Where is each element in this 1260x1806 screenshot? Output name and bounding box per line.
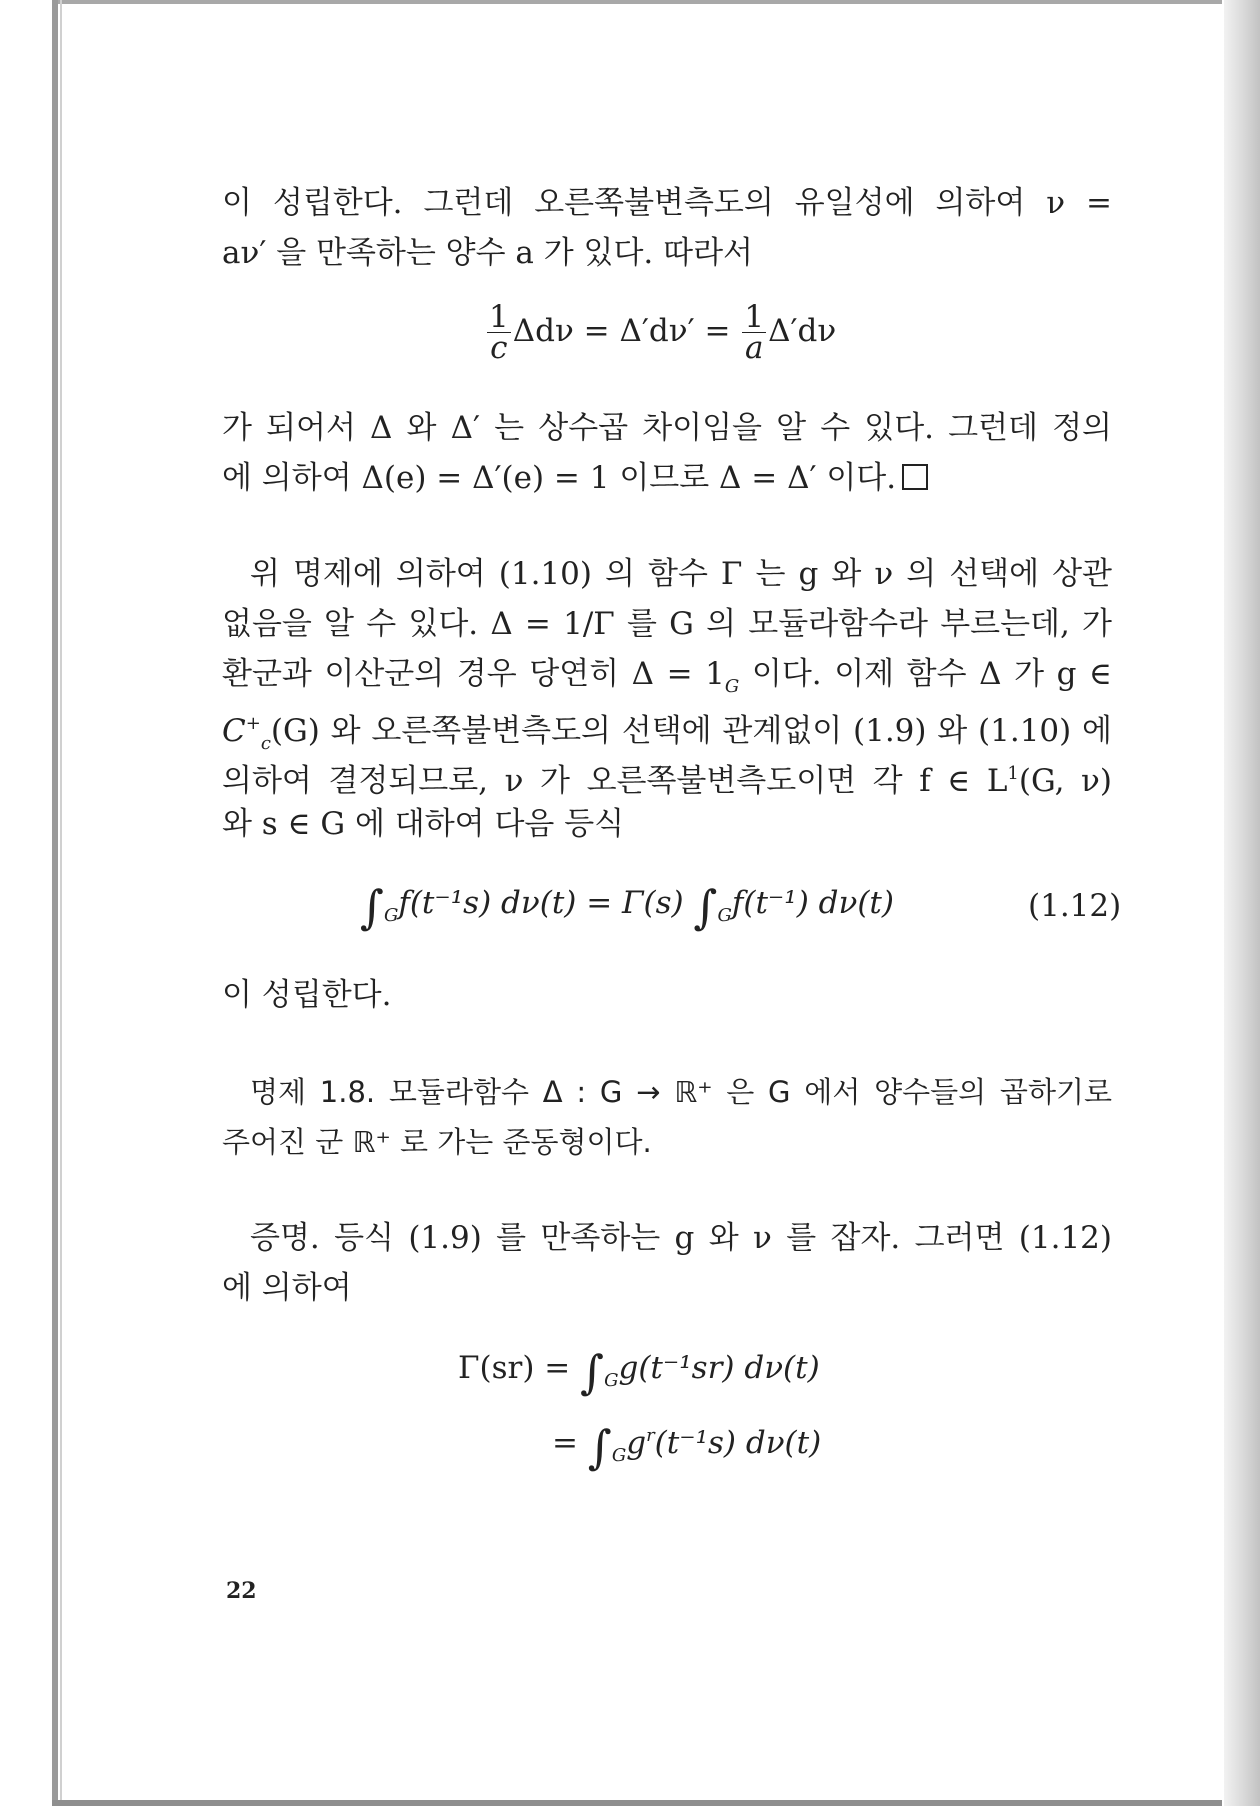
integral-sign: ∫ bbox=[587, 1420, 612, 1474]
equation2-rhs: f(t⁻¹) dν(t) bbox=[731, 885, 894, 921]
integral-domain: G bbox=[717, 905, 732, 926]
frac1-numerator: 1 bbox=[489, 299, 509, 335]
integral-sign: ∫ bbox=[580, 1345, 605, 1399]
paragraph1-line1: 이 성립한다. 그런데 오른쪽불변측도의 유일성에 의하여 ν = bbox=[222, 185, 1112, 221]
proposition-line2: 주어진 군 ℝ⁺ 로 가는 준동형이다. bbox=[222, 1125, 652, 1159]
paragraph3-line2: 없음을 알 수 있다. Δ = 1/Γ 를 G 의 모듈라함수라 부르는데, 가 bbox=[222, 606, 1112, 642]
page-edge-shadow bbox=[1224, 0, 1260, 1806]
equation3-lhs: Γ(sr) = bbox=[458, 1350, 571, 1386]
proof-line2: 에 의하여 bbox=[222, 1270, 352, 1306]
p3-line4-b: (G) 와 오른쪽불변측도의 선택에 관계없이 (1.9) 와 (1.10) 에 bbox=[270, 713, 1112, 749]
proof-line1: 증명. 등식 (1.9) 를 만족하는 g 와 ν 를 잡자. 그러면 (1.12) bbox=[250, 1220, 1112, 1256]
equation1-end: Δ′dν bbox=[768, 313, 837, 349]
equation3-rhs2-end: (t⁻¹s) dν(t) bbox=[654, 1425, 822, 1461]
equation3-rhs2: g bbox=[626, 1425, 647, 1461]
integral-domain: G bbox=[611, 1445, 627, 1466]
p3-line5-b: (G, ν) bbox=[1018, 763, 1112, 799]
integral-domain: G bbox=[604, 1370, 619, 1391]
p3-line4-sup: + bbox=[245, 713, 261, 734]
equation3-eq2: = bbox=[552, 1425, 578, 1461]
paragraph3-line3 bbox=[222, 654, 1112, 707]
paragraph2-line2 bbox=[222, 458, 1112, 498]
p3-line4-sub: c bbox=[260, 733, 271, 754]
paragraph3-line5 bbox=[222, 754, 1112, 801]
paragraph4-line1: 이 성립한다. bbox=[222, 977, 392, 1013]
page-number: 22 bbox=[226, 1578, 257, 1604]
frac2-denominator: a bbox=[744, 330, 764, 366]
equation3-rhs1: g(t⁻¹sr) dν(t) bbox=[618, 1350, 820, 1386]
page-frame-left bbox=[52, 0, 58, 1806]
p3-line4-c: C bbox=[222, 713, 246, 749]
page-frame-left-inner bbox=[60, 0, 62, 1806]
equation2-lhs: f(t⁻¹s) dν(t) = Γ(s) bbox=[398, 885, 684, 921]
paragraph2-line1: 가 되어서 Δ 와 Δ′ 는 상수곱 차이임을 알 수 있다. 그런데 정의 bbox=[222, 410, 1112, 446]
fraction-1-over-c bbox=[487, 299, 511, 366]
equation-3-line1 bbox=[458, 1345, 820, 1399]
p3-line5-sup: 1 bbox=[1007, 763, 1019, 784]
paragraph3-line1: 위 명제에 의하여 (1.10) 의 함수 Γ 는 g 와 ν 의 선택에 상관 bbox=[250, 556, 1112, 592]
equation-1-12 bbox=[360, 880, 894, 934]
frac1-denominator: c bbox=[490, 330, 508, 366]
integral-sign: ∫ bbox=[693, 880, 718, 934]
integral-sign: ∫ bbox=[360, 880, 384, 934]
paragraph1-line2: aν′ 을 만족하는 양수 a 가 있다. 따라서 bbox=[222, 235, 753, 271]
p3-line3-sub: G bbox=[724, 676, 740, 697]
equation3-rhs2-sup: r bbox=[646, 1425, 655, 1446]
p3-line3-a: 환군과 이산군의 경우 당연히 Δ = 1 bbox=[222, 656, 725, 692]
p3-line3-b: 이다. 이제 함수 Δ 가 g ∈ bbox=[739, 656, 1112, 692]
page-frame-bottom bbox=[52, 1800, 1222, 1806]
qed-box-icon bbox=[902, 464, 928, 490]
equation-3-line2 bbox=[552, 1420, 821, 1474]
equation1-middle: Δdν = Δ′dν′ = bbox=[512, 313, 731, 349]
equation-number: (1.12) bbox=[1028, 888, 1122, 924]
fraction-1-over-a bbox=[742, 299, 766, 366]
paragraph2-line2-text: 에 의하여 Δ(e) = Δ′(e) = 1 이므로 Δ = Δ′ 이다. bbox=[222, 460, 897, 496]
page-frame-top bbox=[52, 0, 1222, 4]
frac2-numerator: 1 bbox=[744, 299, 765, 335]
paragraph3-line6: 와 s ∈ G 에 대하여 다음 등식 bbox=[222, 806, 625, 842]
equation-1 bbox=[485, 299, 837, 366]
integral-domain: G bbox=[383, 905, 399, 926]
proposition-line1: 명제 1.8. 모듈라함수 Δ : G → ℝ⁺ 은 G 에서 양수들의 곱하기로 bbox=[250, 1075, 1112, 1109]
p3-line5-a: 의하여 결정되므로, ν 가 오른쪽불변측도이면 각 f ∈ L bbox=[222, 763, 1008, 799]
